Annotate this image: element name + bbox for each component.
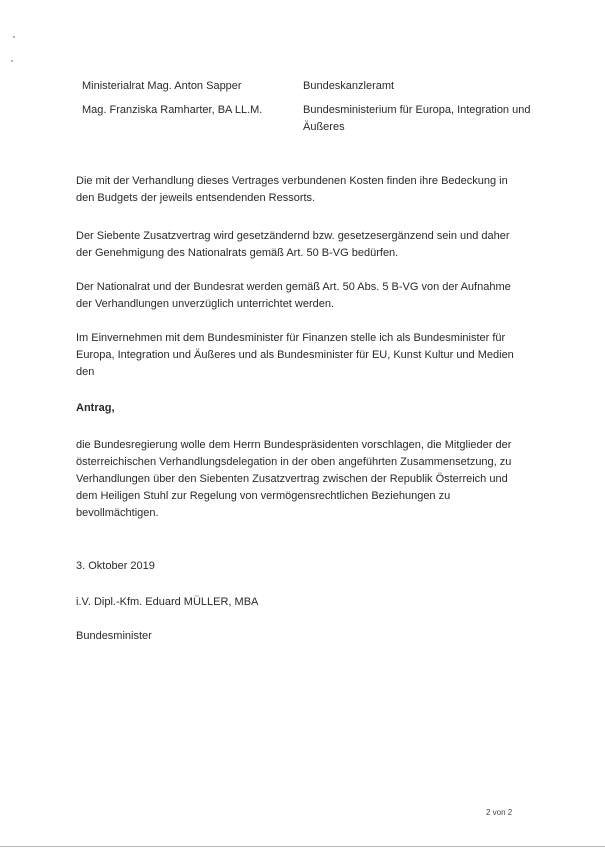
paragraph-approval: Der Siebente Zusatzvertrag wird gesetzändernd bzw. gesetzesergänzend sein und daher der Genehmigung des Nationalrats gemäß Art. 50 B-VG bedürfen. [76, 230, 510, 259]
delegation-member [82, 102, 532, 136]
scan-artifact [13, 36, 15, 38]
delegate-name: Ministerialrat Mag. Anton Sapper [82, 80, 242, 92]
scan-artifact [11, 60, 13, 62]
paragraph-agreement: Im Einvernehmen mit dem Bundesminister für Finanzen stelle ich als Bundesminister für Europa, Integration und Äußeres und als Bundesminister für EU, Kunst Kultur und Medien den [76, 332, 514, 378]
delegation-list [82, 78, 532, 143]
signature-role: Bundesminister [76, 630, 152, 642]
page-edge-line [0, 846, 605, 847]
paragraph-costs: Die mit der Verhandlung dieses Vertrages verbundenen Kosten finden ihre Bedeckung in den Budgets der jeweils entsendenden Ressorts. [76, 175, 508, 204]
antrag-heading: Antrag, [76, 402, 115, 414]
delegate-organisation: Bundeskanzleramt [303, 80, 395, 92]
page-number: 2 von 2 [486, 808, 513, 817]
paragraph-information: Der Nationalrat und der Bundesrat werden gemäß Art. 50 Abs. 5 B-VG von der Aufnahme der Verhandlungen unverzüglich unterrichtet werden. [76, 281, 511, 310]
delegate-organisation: Bundesministerium für Europa, Integration und Äußeres [303, 104, 531, 133]
delegate-name: Mag. Franziska Ramharter, BA LL.M. [82, 104, 263, 116]
paragraph-request: die Bundesregierung wolle dem Herrn Bundespräsidenten vorschlagen, die Mitglieder der österreichischen Verhandlungsdelegation in der oben angeführten Zusammensetzung, zu Verhandlungen über den Siebenten Zusatzvertrag zwischen der Republik Österreich und dem Heiligen Stuhl zur Regelung von vermögensrechtlichen Beziehungen zu bevollmächtigen. [76, 439, 512, 519]
signature-date: 3. Oktober 2019 [76, 560, 155, 572]
delegation-member [82, 78, 532, 95]
signature-signer: i.V. Dipl.-Kfm. Eduard MÜLLER, MBA [76, 596, 259, 608]
